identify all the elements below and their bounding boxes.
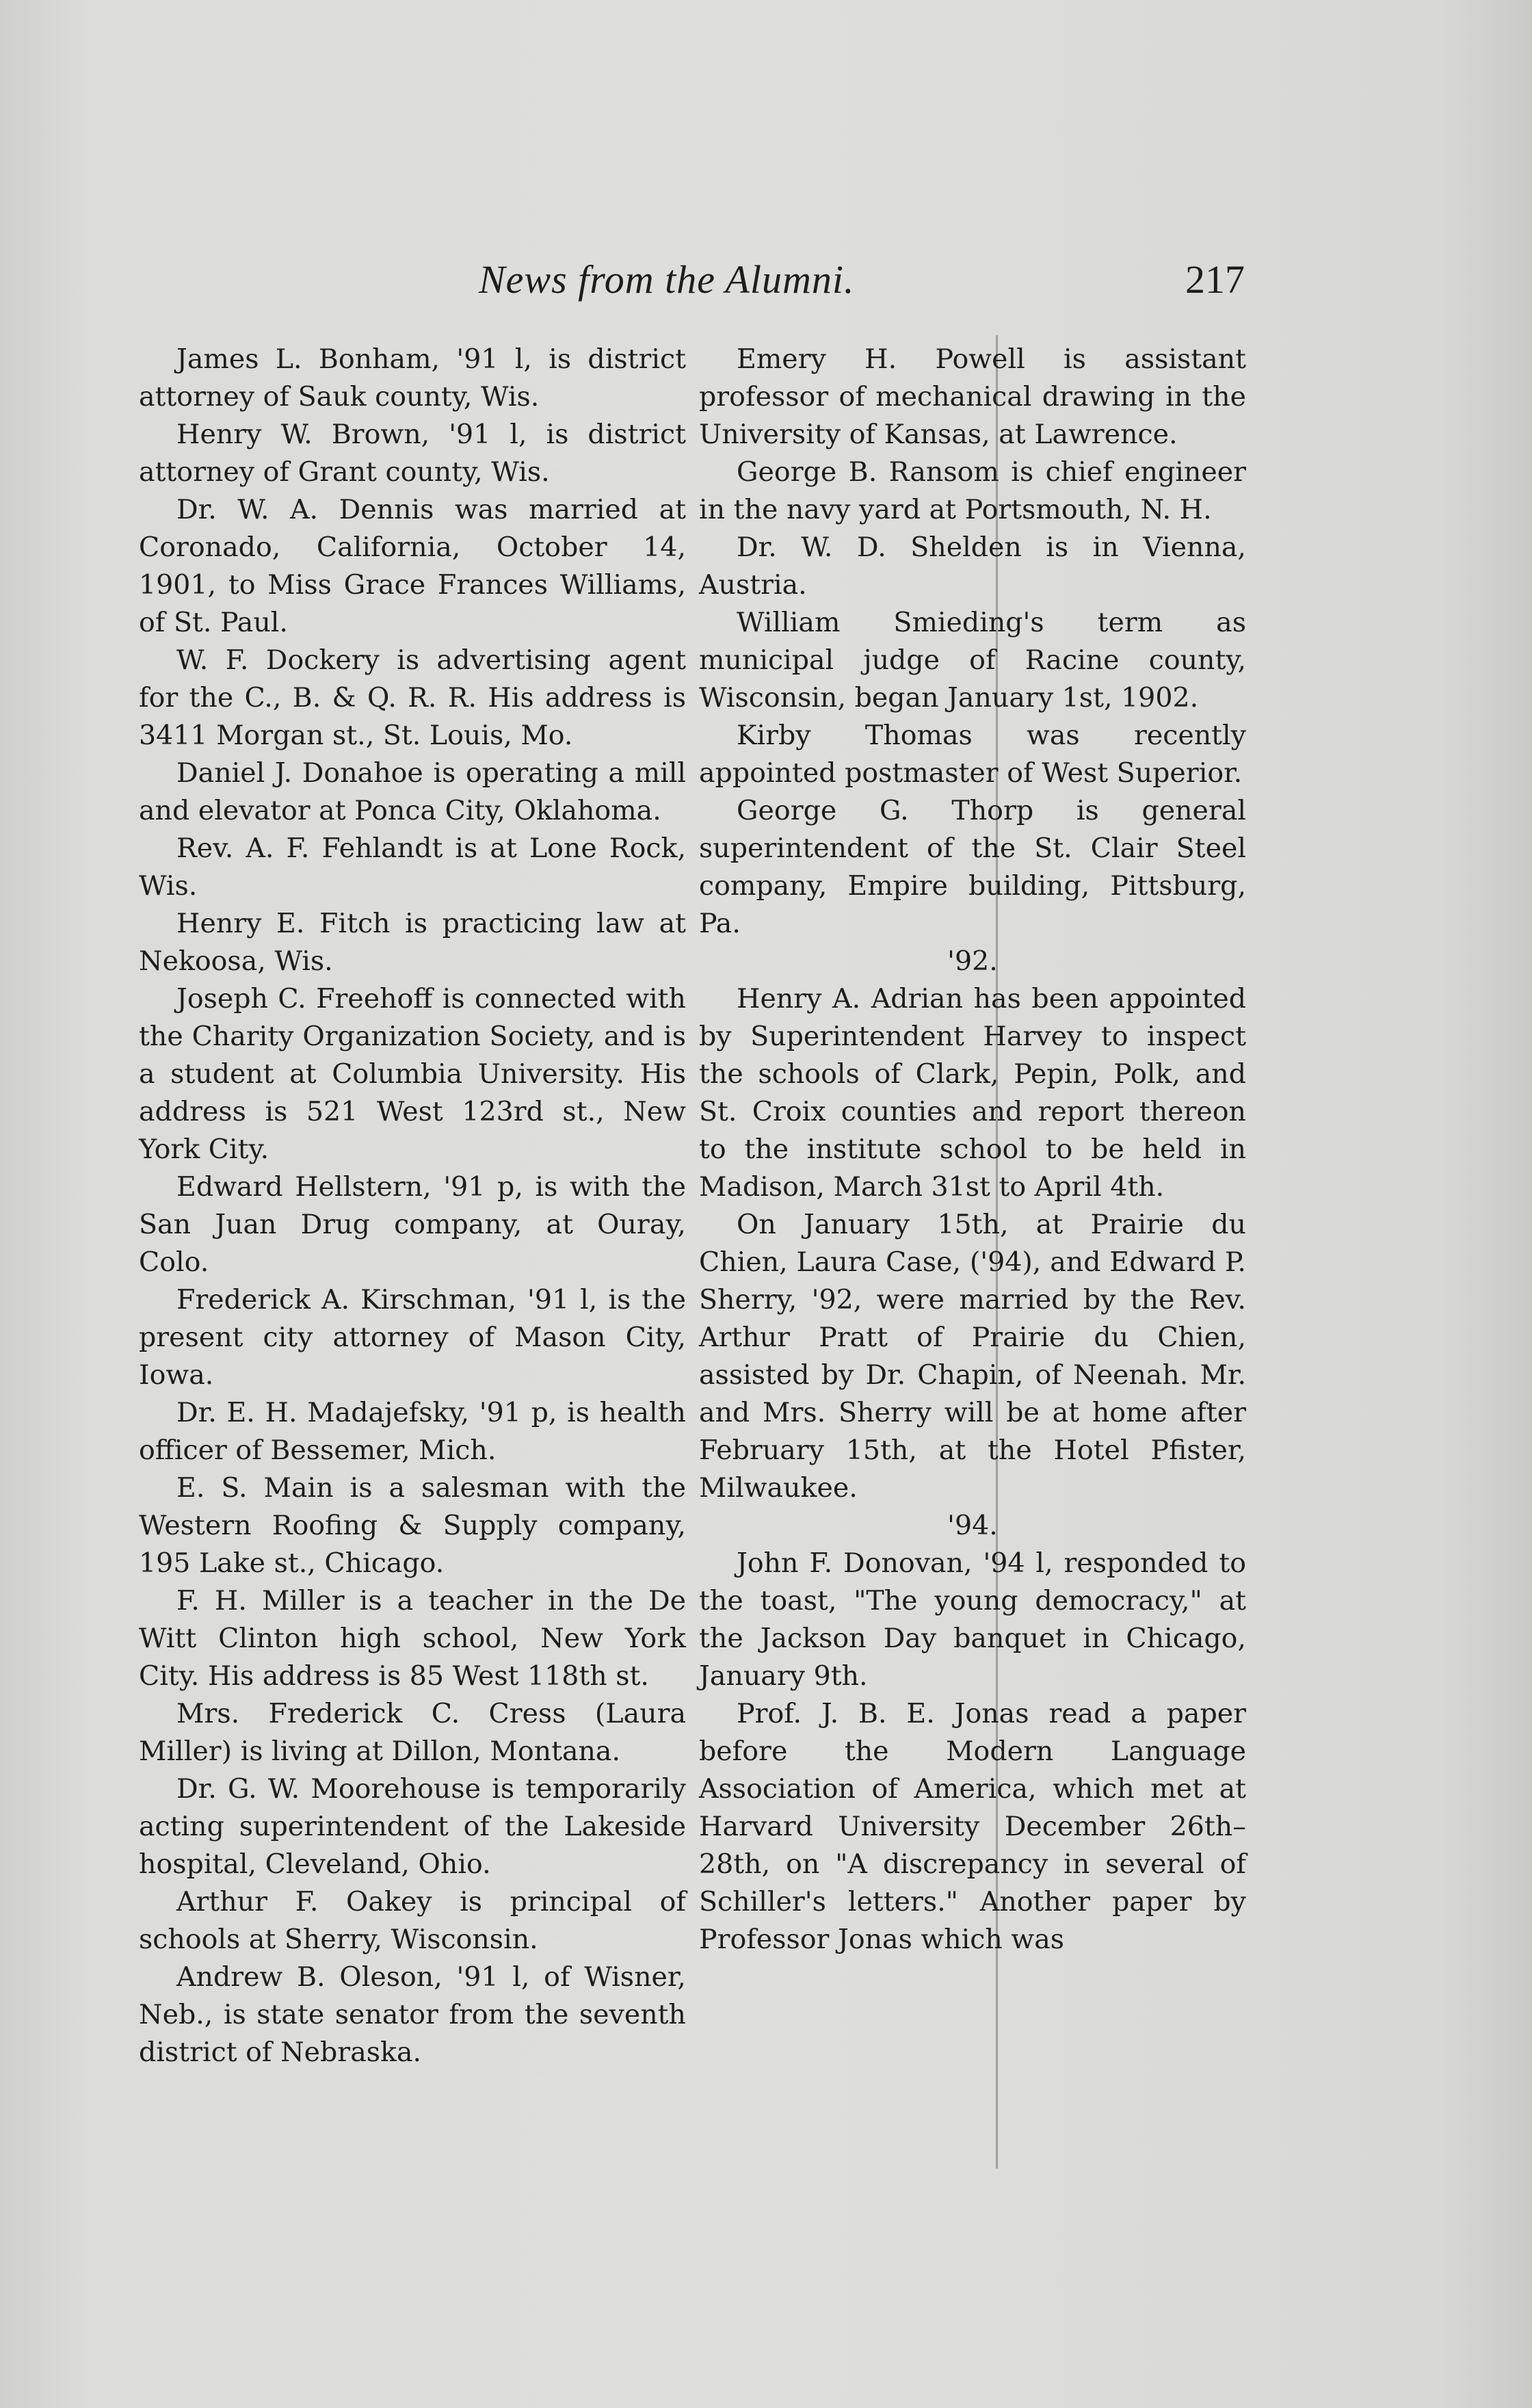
alumni-note: Edward Hellstern, '91 p, is with the San Juan Drug company, at Ouray, Colo.	[139, 1171, 686, 1278]
alumni-note: Daniel J. Donahoe is operating a mill and elevator at Ponca City, Oklahoma.	[139, 757, 686, 826]
class-year-heading: '92.	[947, 945, 998, 977]
alumni-note: On January 15th, at Prairie du Chien, Laura Case, ('94), and Edward P. Sherry, '92, were married by the Rev. Arthur Pratt of Prairie du Chien, assisted by Dr. Chapin, of Neenah. Mr. and Mrs. Sherry will be at home after February 15th, at the Hotel Pfister, Milwaukee.	[699, 1209, 1246, 1504]
alumni-note: Dr. G. W. Moorehouse is temporarily acting superintendent of the Lakeside hospital, Cleveland, Ohio.	[139, 1773, 686, 1880]
alumni-note: George B. Ransom is chief engineer in the navy yard at Portsmouth, N. H.	[699, 456, 1246, 525]
alumni-note: Frederick A. Kirschman, '91 l, is the present city attorney of Mason City, Iowa.	[139, 1284, 686, 1391]
alumni-note: Andrew B. Oleson, '91 l, of Wisner, Neb., is state senator from the seventh district of Nebraska.	[139, 1961, 686, 2068]
alumni-note: John F. Donovan, '94 l, responded to the toast, "The young democracy," at the Jackson Day banquet in Chicago, January 9th.	[699, 1547, 1246, 1692]
alumni-note: James L. Bonham, '91 l, is district attorney of Sauk county, Wis.	[139, 343, 686, 413]
alumni-note: Dr. W. D. Shelden is in Vienna, Austria.	[699, 532, 1246, 601]
alumni-note: F. H. Miller is a teacher in the De Witt Clinton high school, New York City. His address is 85 West 118th st.	[139, 1585, 686, 1692]
alumni-note: Emery H. Powell is assistant professor of mechanical drawing in the University of Kansas, at Lawrence.	[699, 343, 1246, 450]
alumni-note: William Smieding's term as municipal judge of Racine county, Wisconsin, began January 1st, 1902.	[699, 607, 1246, 714]
running-head-title: News from the Alumni.	[479, 257, 855, 302]
page-number: 217	[1185, 257, 1245, 302]
alumni-note: Joseph C. Freehoff is connected with the Charity Organization Society, and is a student at Columbia University. His address is 521 West 123rd st., New York City.	[139, 983, 686, 1165]
alumni-note: George G. Thorp is general superintendent of the St. Clair Steel company, Empire building, Pittsburg, Pa.	[699, 795, 1246, 939]
alumni-note: Dr. E. H. Madajefsky, '91 p, is health officer of Bessemer, Mich.	[139, 1397, 686, 1466]
alumni-note: Henry A. Adrian has been appointed by Superintendent Harvey to inspect the schools of Clark, Pepin, Polk, and St. Croix counties and report thereon to the institute school to be held in Madison, March 31st to April 4th.	[699, 983, 1246, 1203]
running-head	[479, 257, 1245, 311]
alumni-note: Henry E. Fitch is practicing law at Nekoosa, Wis.	[139, 908, 686, 977]
alumni-note: Prof. J. B. E. Jonas read a paper before the Modern Language Association of America, which met at Harvard University December 26th–28th, on "A discrepancy in several of Schiller's letters." Another paper by Professor Jonas which was	[699, 1698, 1246, 1955]
alumni-note: Henry W. Brown, '91 l, is district attorney of Grant county, Wis.	[139, 419, 686, 488]
class-year-heading: '94.	[947, 1510, 998, 1541]
alumni-note: Rev. A. F. Fehlandt is at Lone Rock, Wis.	[139, 833, 686, 902]
alumni-note: Arthur F. Oakey is principal of schools at Sherry, Wisconsin.	[139, 1886, 686, 1955]
alumni-note: W. F. Dockery is advertising agent for the C., B. & Q. R. R. His address is 3411 Morgan st., St. Louis, Mo.	[139, 644, 686, 751]
right-column	[699, 341, 1246, 1959]
alumni-note: Dr. W. A. Dennis was married at Coronado, California, October 14, 1901, to Miss Grace Frances Williams, of St. Paul.	[139, 494, 686, 638]
alumni-note: E. S. Main is a salesman with the Western Roofing & Supply company, 195 Lake st., Chicago.	[139, 1472, 686, 1579]
alumni-note: Kirby Thomas was recently appointed postmaster of West Superior.	[699, 720, 1246, 789]
left-column	[139, 341, 686, 2071]
alumni-note: Mrs. Frederick C. Cress (Laura Miller) is living at Dillon, Montana.	[139, 1698, 686, 1767]
